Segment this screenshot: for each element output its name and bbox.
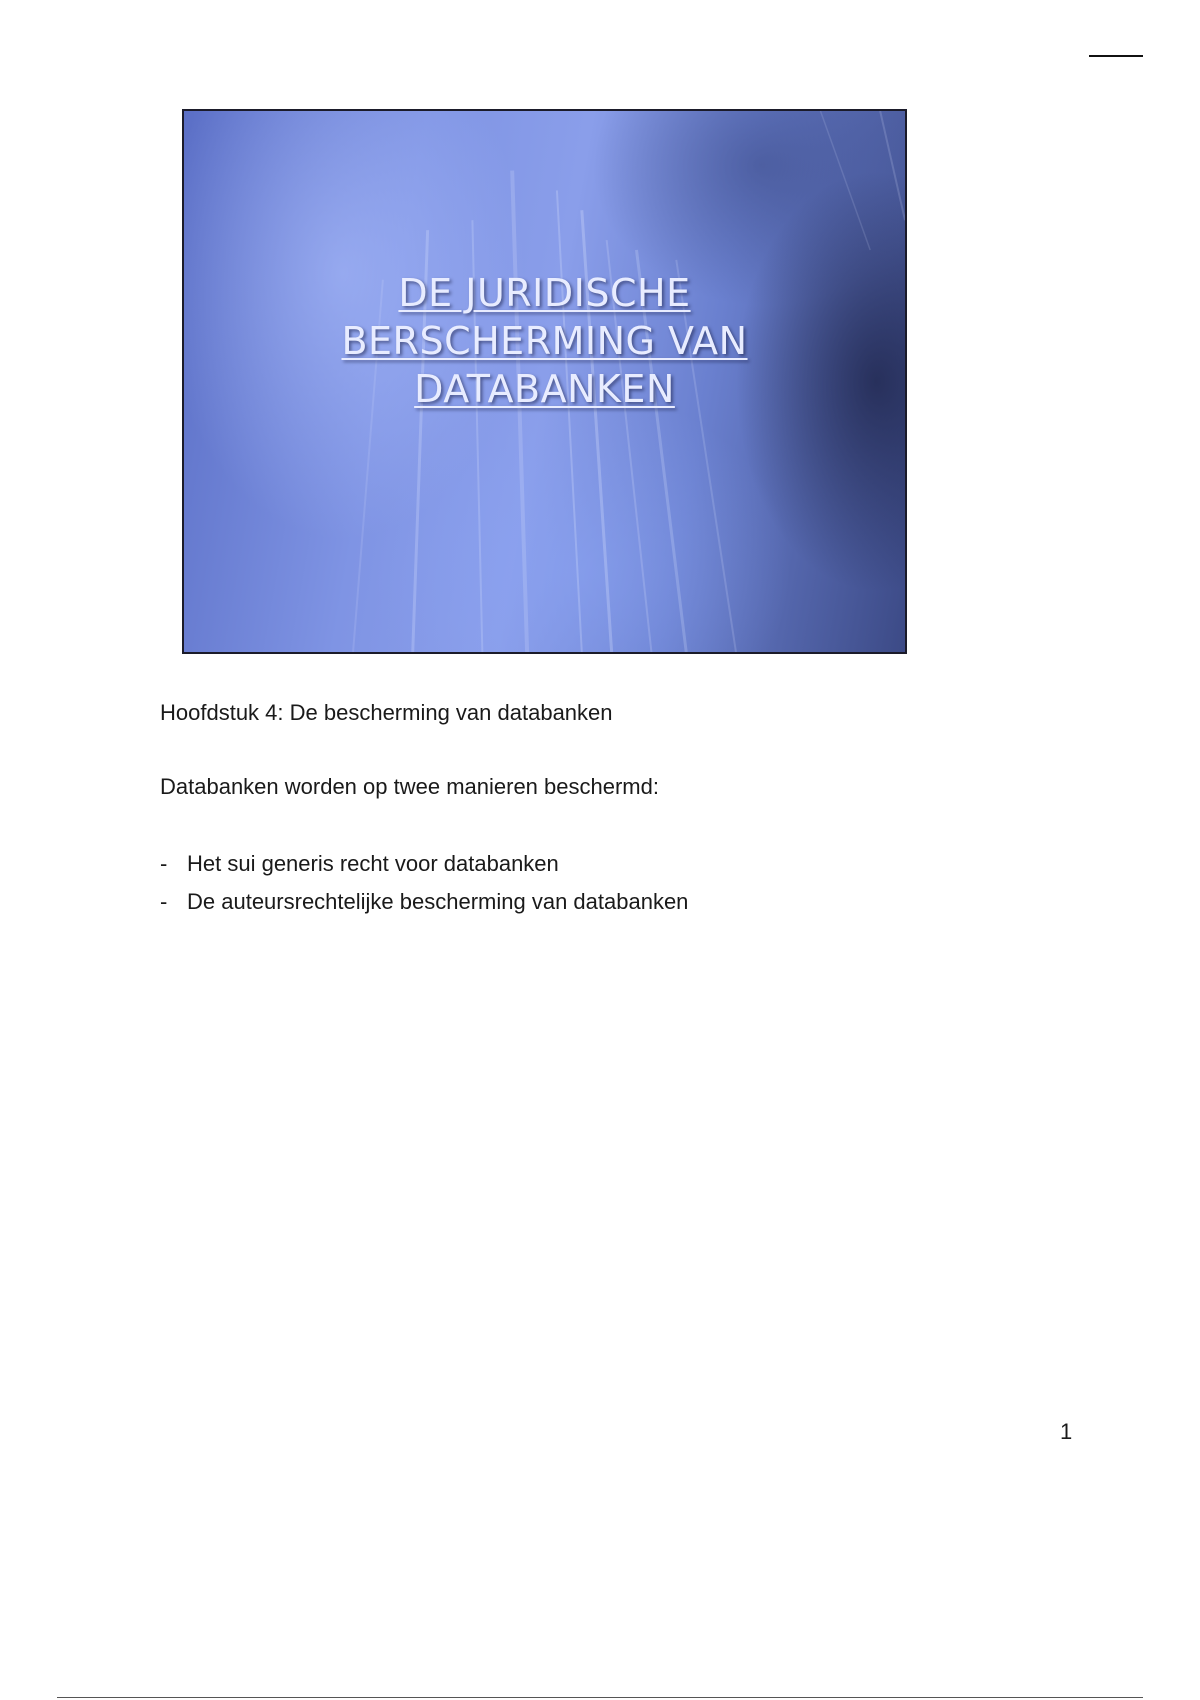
slide-title [184, 269, 905, 413]
chapter-heading: Hoofdstuk 4: De bescherming van databanken [160, 700, 613, 725]
slide-title-line-1: DE JURIDISCHE [398, 271, 691, 315]
slide-title-line-3: DATABANKEN [414, 367, 675, 411]
footer-rule [57, 1697, 1143, 1698]
intro-text: Databanken worden op twee manieren beschermd: [160, 774, 659, 799]
slide-thumbnail [182, 109, 907, 654]
list-item-label: Het sui generis recht voor databanken [187, 851, 559, 876]
bullet-marker: - [160, 889, 168, 914]
header-rule [1089, 55, 1143, 57]
page-number: 1 [1060, 1419, 1073, 1444]
bullet-marker: - [160, 851, 168, 876]
slide-title-line-2: BERSCHERMING VAN [341, 319, 748, 363]
list-item-label: De auteursrechtelijke bescherming van databanken [187, 889, 689, 914]
